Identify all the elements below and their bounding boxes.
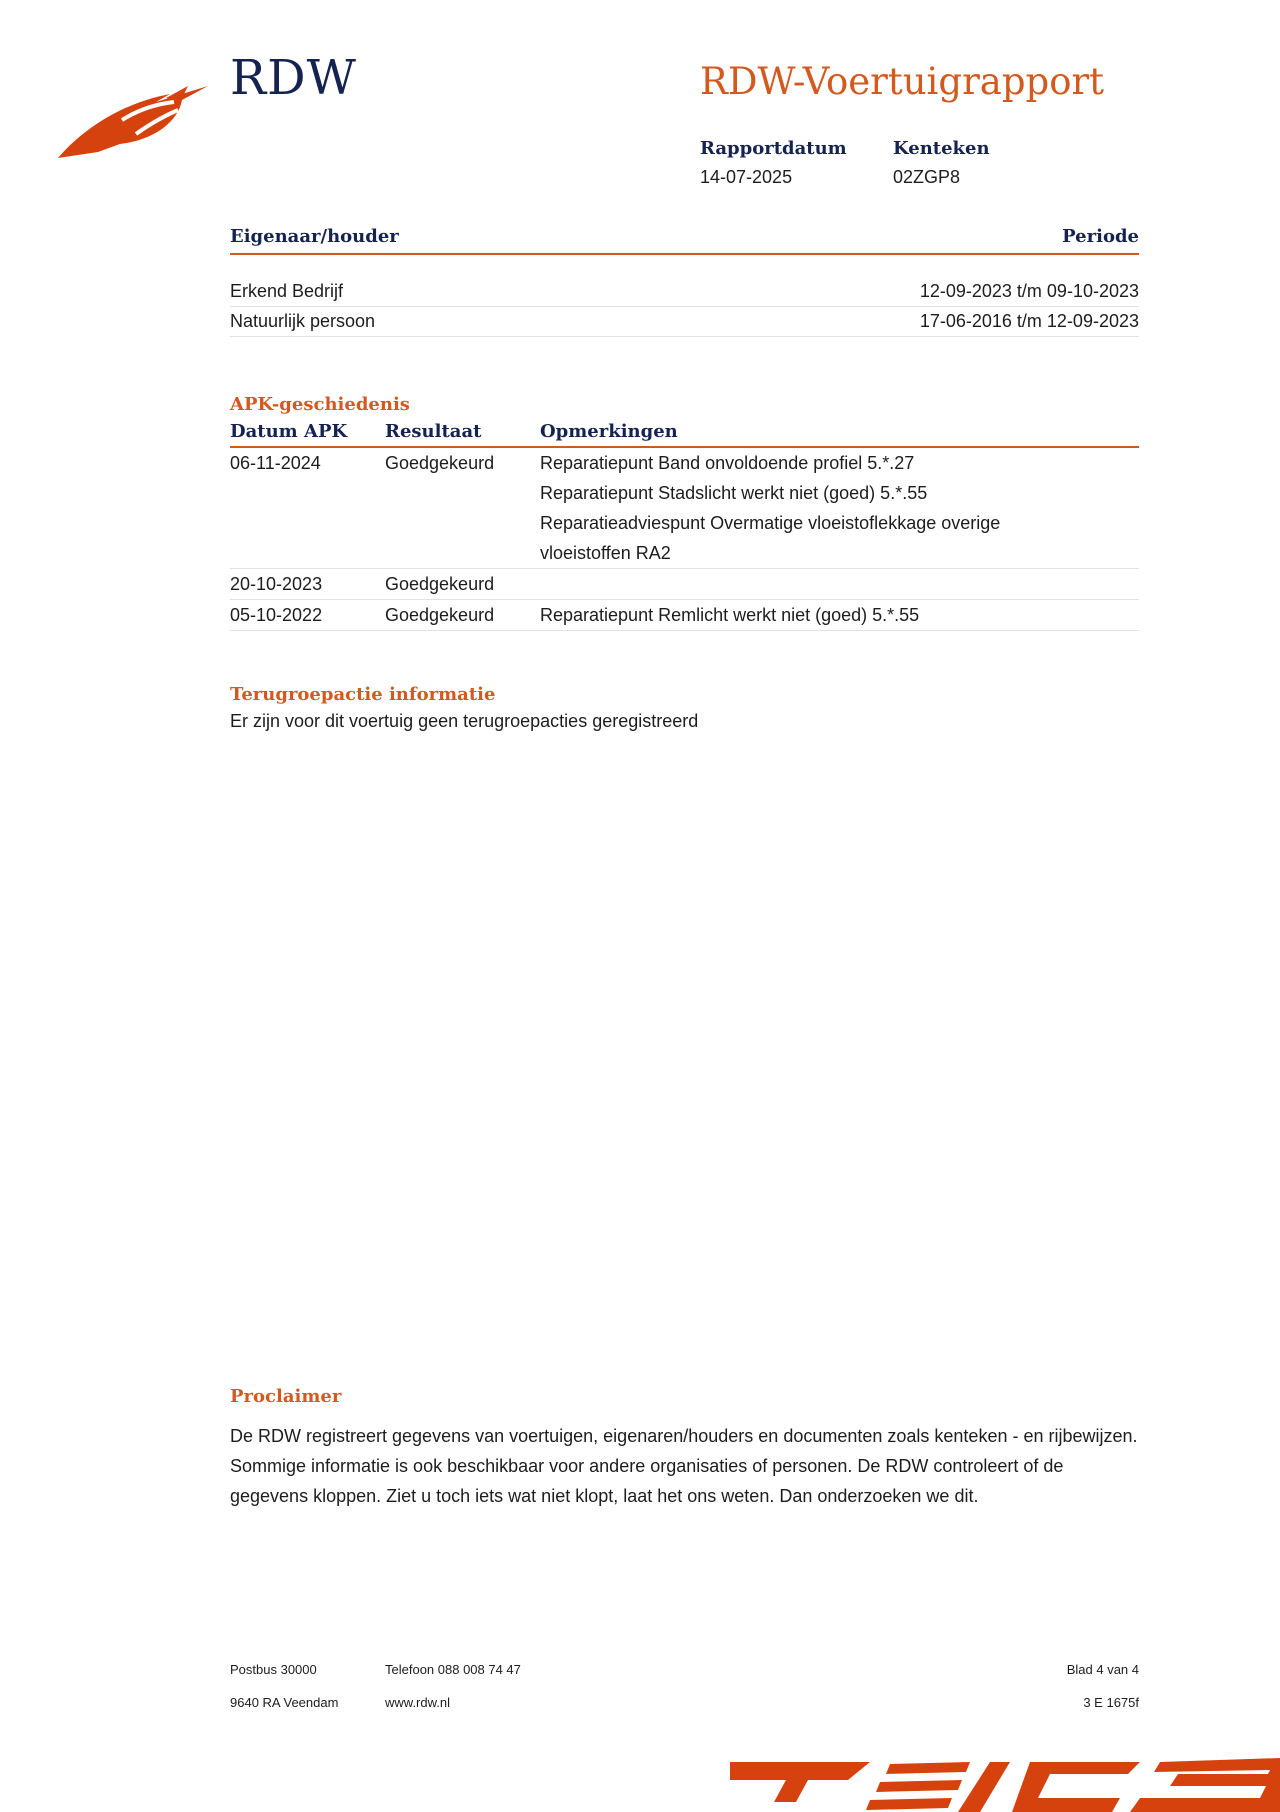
apk-title: APK-geschiedenis: [230, 394, 410, 415]
remark-line: Reparatiepunt Stadslicht werkt niet (goed) 5.*.55: [540, 483, 928, 503]
apk-date-cell: 05-10-2022: [230, 605, 323, 625]
apk-date-cell: 20-10-2023: [230, 574, 323, 594]
remark-line: Reparatiepunt Remlicht werkt niet (goed) 5.*.55: [540, 605, 920, 625]
recall-section: [230, 684, 1139, 732]
table-row: [230, 569, 1139, 600]
owners-table: [230, 226, 1139, 337]
table-row: [230, 307, 1139, 337]
footer-web: www.rdw.nl: [385, 1695, 451, 1710]
plate-value: 02ZGP8: [893, 167, 961, 187]
footer-page-number: Blad 4 van 4: [1066, 1662, 1139, 1677]
plate-block: [893, 138, 990, 188]
apk-remarks-column-header: Opmerkingen: [540, 421, 678, 442]
apk-remarks-cell: [540, 448, 1139, 568]
footer-postbus: Postbus 30000: [230, 1662, 317, 1677]
decorative-stripes-icon: [700, 1750, 1280, 1812]
table-row: [230, 600, 1139, 631]
apk-header: [230, 421, 1139, 448]
proclaimer-section: [230, 1386, 1139, 1511]
brand-name: RDW: [230, 50, 357, 106]
footer-doc-code: 3 E 1675f: [1083, 1695, 1139, 1710]
period-cell: 12-09-2023 t/m 09-10-2023: [919, 281, 1139, 301]
proclaimer-text: De RDW registreert gegevens van voertuigen, eigenaren/houders en documenten zoals kenteken - en rijbewijzen. Sommige informatie is ook beschikbaar voor andere organisaties of personen. De RDW controleert of de gegevens kloppen. Ziet u toch iets wat niet klopt, laat het ons weten. Dan onderzoeken we dit.: [230, 1426, 1138, 1506]
footer-city: 9640 RA Veendam: [230, 1695, 339, 1710]
report-date-label: Rapportdatum: [700, 138, 847, 159]
footer-phone: Telefoon 088 008 74 47: [385, 1662, 521, 1677]
owner-column-header: Eigenaar/houder: [230, 226, 399, 247]
remark-line: Reparatiepunt Band onvoldoende profiel 5.*.27: [540, 453, 915, 473]
owners-header: [230, 226, 1139, 255]
remark-line: vloeistoffen RA2: [540, 543, 671, 563]
report-title: RDW-Voertuigrapport: [700, 60, 1105, 103]
apk-remarks-cell: [540, 600, 1139, 630]
recall-text: Er zijn voor dit voertuig geen terugroepacties geregistreerd: [230, 711, 699, 731]
table-row: [230, 277, 1139, 307]
rdw-logo-icon: [58, 82, 208, 160]
period-column-header: Periode: [1062, 226, 1139, 247]
apk-date-column-header: Datum APK: [230, 421, 348, 442]
proclaimer-title: Proclaimer: [230, 1386, 342, 1407]
apk-result-cell: Goedgekeurd: [385, 574, 495, 594]
report-date-block: [700, 138, 847, 188]
recall-title: Terugroepactie informatie: [230, 684, 496, 705]
apk-section: [230, 394, 1139, 631]
report-date-value: 14-07-2025: [700, 167, 793, 187]
apk-remarks-cell: [540, 569, 1139, 599]
apk-result-column-header: Resultaat: [385, 421, 482, 442]
plate-label: Kenteken: [893, 138, 990, 159]
owner-cell: Natuurlijk persoon: [230, 311, 376, 331]
remark-line: Reparatieadviespunt Overmatige vloeistoflekkage overige: [540, 513, 1001, 533]
owner-cell: Erkend Bedrijf: [230, 281, 344, 301]
apk-date-cell: 06-11-2024: [230, 453, 321, 473]
apk-result-cell: Goedgekeurd: [385, 605, 495, 625]
apk-result-cell: Goedgekeurd: [385, 453, 495, 473]
period-cell: 17-06-2016 t/m 12-09-2023: [919, 311, 1139, 331]
table-row: [230, 448, 1139, 569]
